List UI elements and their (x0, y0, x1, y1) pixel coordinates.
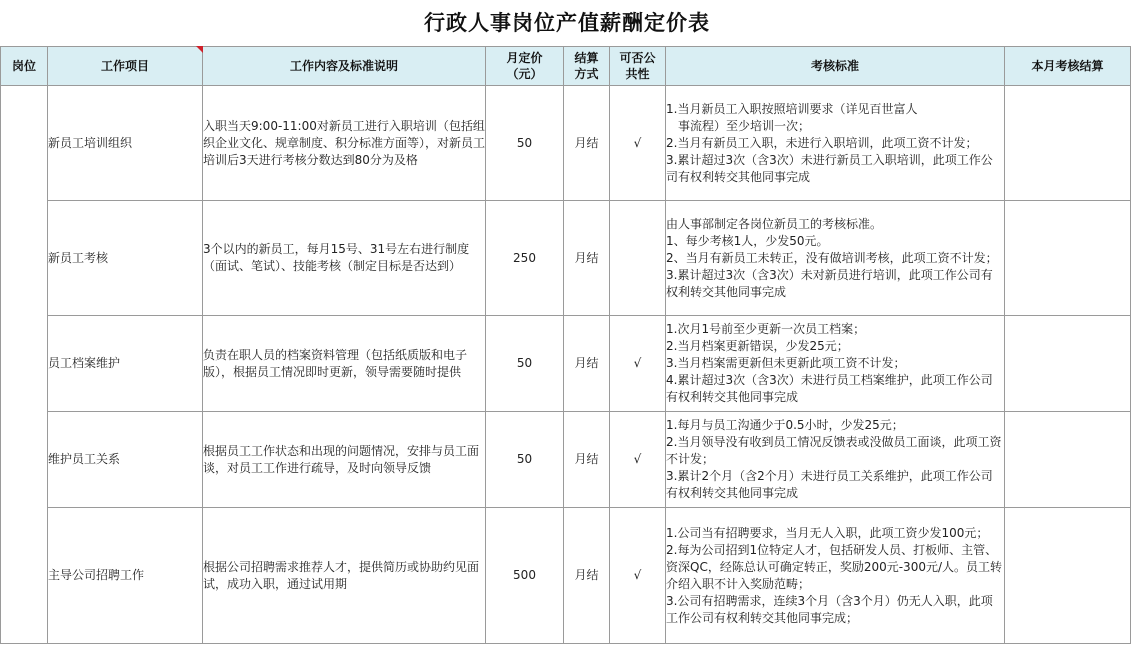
criteria-line: 2.每为公司招到1位特定人才，包括研发人员、打板师、主管、资深QC，经陈总认可确定转正，奖励200元-300元/人。员工转介绍入职不计入奖励范畴； (666, 542, 1003, 591)
share-check-icon[interactable]: √ (610, 316, 666, 412)
item-cell[interactable]: 新员工考核 (48, 201, 203, 316)
criteria-line: 1.次月1号前至少更新一次员工档案； (666, 322, 866, 336)
share-cell[interactable] (610, 201, 666, 316)
header-share (610, 47, 666, 86)
result-cell[interactable] (1005, 201, 1131, 316)
item-cell[interactable]: 维护员工关系 (48, 412, 203, 508)
header-settle-line2: 方式 (574, 67, 599, 81)
item-cell[interactable]: 新员工培训组织 (48, 86, 203, 201)
criteria-line: 2.当月档案更新错误，少发25元； (666, 339, 849, 353)
header-result: 本月考核结算 (1005, 47, 1131, 86)
content-cell[interactable]: 根据公司招聘需求推荐人才，提供简历或协助约见面试，成功入职，通过试用期 (203, 508, 486, 644)
header-item (48, 47, 203, 86)
result-cell[interactable] (1005, 508, 1131, 644)
criteria-line: 2.当月有新员工入职，未进行入职培训，此项工资不计发； (666, 135, 978, 150)
criteria-line: 3.累计超过3次（含3次）未进行新员工入职培训，此项工作公司有权利转交其他同事完成 (666, 152, 993, 184)
header-item-label: 工作项目 (100, 59, 149, 73)
criteria-line: 4.累计超过3次（含3次）未进行员工档案维护，此项工作公司有权利转交其他同事完成 (666, 373, 993, 404)
header-settle-line1: 结算 (574, 51, 599, 65)
share-check-icon[interactable]: √ (610, 412, 666, 508)
table-row (1, 412, 1131, 508)
result-cell[interactable] (1005, 86, 1131, 201)
header-row (1, 47, 1131, 86)
criteria-cell[interactable] (666, 508, 1005, 644)
criteria-line: 1、每少考核1人，少发50元。 (666, 233, 829, 248)
content-cell[interactable]: 3个以内的新员工，每月15号、31号左右进行制度（面试、笔试）、技能考核（制定目标是否达到） (203, 201, 486, 316)
table-row (1, 508, 1131, 644)
table-row (1, 316, 1131, 412)
criteria-line: 3.累计2个月（含2个月）未进行员工关系维护，此项工作公司有权利转交其他同事完成 (666, 469, 993, 500)
page-title: 行政人事岗位产值薪酬定价表 (424, 10, 710, 35)
criteria-line: 1.每月与员工沟通少于0.5小时，少发25元； (666, 418, 904, 432)
item-cell[interactable]: 主导公司招聘工作 (48, 508, 203, 644)
price-cell[interactable]: 50 (486, 86, 564, 201)
criteria-line: 3.累计超过3次（含3次）未对新员进行培训，此项工作公司有权利转交其他同事完成 (666, 267, 993, 299)
comment-indicator-icon (196, 46, 203, 53)
price-cell[interactable]: 250 (486, 201, 564, 316)
settle-cell[interactable]: 月结 (564, 86, 610, 201)
share-check-icon[interactable]: √ (610, 508, 666, 644)
result-cell[interactable] (1005, 316, 1131, 412)
table-row (1, 86, 1131, 201)
pricing-table (0, 46, 1131, 644)
header-price (486, 47, 564, 86)
price-cell[interactable]: 50 (486, 316, 564, 412)
result-cell[interactable] (1005, 412, 1131, 508)
header-share-line2: 共性 (625, 67, 650, 81)
criteria-cell[interactable] (666, 412, 1005, 508)
header-share-line1: 可否公 (619, 51, 656, 65)
header-settle (564, 47, 610, 86)
share-check-icon[interactable]: √ (610, 86, 666, 201)
price-cell[interactable]: 50 (486, 412, 564, 508)
criteria-line: 事流程）至少培训一次； (666, 118, 811, 133)
settle-cell[interactable]: 月结 (564, 412, 610, 508)
post-cell[interactable] (1, 86, 48, 644)
content-cell[interactable]: 根据员工工作状态和出现的问题情况，安排与员工面谈，对员工工作进行疏导，及时向领导反馈 (203, 412, 486, 508)
criteria-line: 2.当月领导没有收到员工情况反馈表或没做员工面谈，此项工资不计发； (666, 435, 1002, 466)
header-criteria: 考核标准 (666, 47, 1005, 86)
content-cell[interactable]: 负责在职人员的档案资料管理（包括纸质版和电子版），根据员工情况即时更新，领导需要随时提供 (203, 316, 486, 412)
criteria-line: 1.当月新员工入职按照培训要求（详见百世富人 (666, 101, 918, 116)
criteria-line: 2、当月有新员工未转正，没有做培训考核，此项工资不计发； (666, 250, 998, 265)
criteria-line: 1.公司当有招聘要求，当月无人入职，此项工资少发100元； (666, 525, 989, 540)
content-cell[interactable]: 入职当天9:00-11:00对新员工进行入职培训（包括组织企业文化、规章制度、积分标准方面等），对新员工培训后3天进行考核分数达到80分为及格 (203, 86, 486, 201)
item-cell[interactable]: 员工档案维护 (48, 316, 203, 412)
criteria-cell[interactable] (666, 201, 1005, 316)
criteria-line: 由人事部制定各岗位新员工的考核标准。 (666, 216, 883, 231)
header-price-line1: 月定价 (506, 51, 543, 65)
criteria-cell[interactable] (666, 86, 1005, 201)
criteria-cell[interactable] (666, 316, 1005, 412)
settle-cell[interactable]: 月结 (564, 316, 610, 412)
criteria-line: 3.公司有招聘需求，连续3个月（含3个月）仍无人入职，此项工作公司有权利转交其他同事完成； (666, 593, 993, 625)
header-content: 工作内容及标准说明 (203, 47, 486, 86)
header-post: 岗位 (1, 47, 48, 86)
price-cell[interactable]: 500 (486, 508, 564, 644)
header-price-line2: （元） (506, 67, 543, 81)
table-row (1, 201, 1131, 316)
settle-cell[interactable]: 月结 (564, 201, 610, 316)
settle-cell[interactable]: 月结 (564, 508, 610, 644)
criteria-line: 3.当月档案需更新但未更新此项工资不计发； (666, 356, 906, 370)
